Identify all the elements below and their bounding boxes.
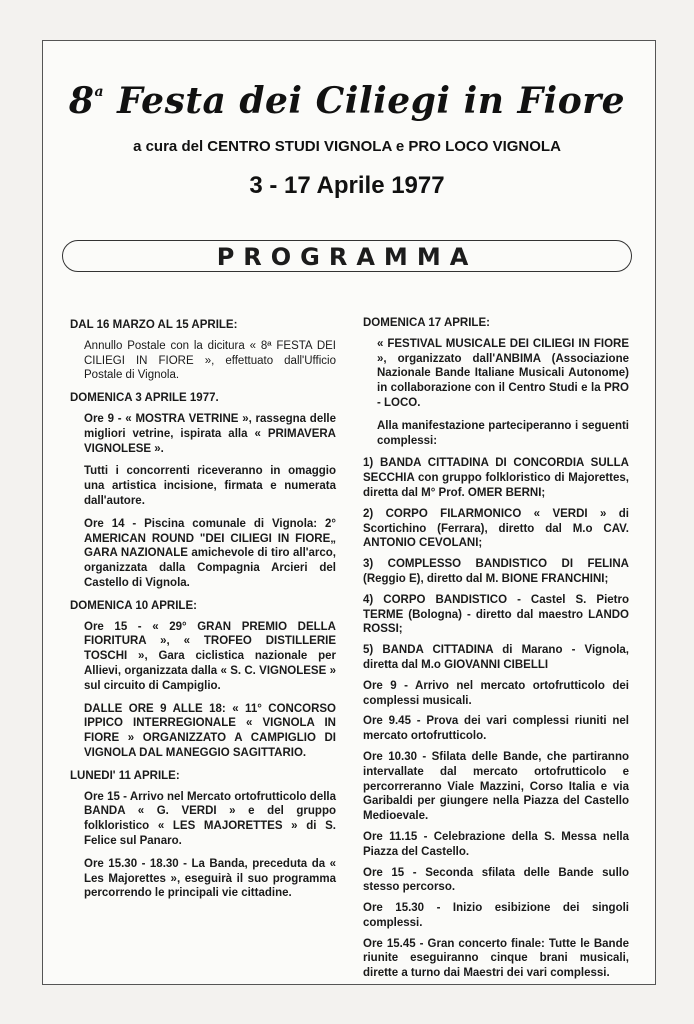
band-list-item: 5) BANDA CITTADINA di Marano - Vignola, diretta dal M.o GIOVANNI CIBELLI <box>363 644 629 671</box>
paragraph: Ore 15 - Arrivo nel Mercato ortofrutticolo della BANDA « G. VERDI » e del gruppo folkloristico « LES MAJORETTES » di S. Felice sul Panaro. <box>84 790 336 847</box>
right-column <box>363 316 629 981</box>
paragraph: Ore 15 - « 29° GRAN PREMIO DELLA FIORITURA », « TROFEO DISTILLERIE TOSCHI », Gara ciclistica nazionale per Allievi, organizzata dalla « S. C. VIGNOLESE » sul circuito di Campiglio. <box>84 620 336 692</box>
section-heading: DOMENICA 17 APRILE: <box>363 317 490 329</box>
title-number: 8 <box>68 80 95 122</box>
paragraph: Ore 11.15 - Celebrazione della S. Messa nella Piazza del Castello. <box>363 830 629 858</box>
paragraph: Ore 15.45 - Gran concerto finale: Tutte le Bande riunite eseguiranno cinque brani musicali, dirette a turno dai Maestri dei vari complessi. <box>363 937 629 980</box>
paragraph: Tutti i concorrenti riceveranno in omaggio una artistica incisione, firmata e numerata dall'autore. <box>84 465 336 507</box>
paragraph: Ore 10.30 - Sfilata delle Bande, che partiranno intervallate dal mercato ortofrutticolo e percorreranno Viale Mazzini, Corso Italia e via Garibaldi per giungere nella Piazza del Castello Medioevale. <box>363 750 629 823</box>
subtitle: a cura del CENTRO STUDI VIGNOLA e PRO LOCO VIGNOLA <box>133 138 561 155</box>
title-text: Festa dei Ciliegi in Fiore <box>104 80 626 122</box>
paragraph: « FESTIVAL MUSICALE DEI CILIEGI IN FIORE », organizzato dall'ANBIMA (Associazione Nazionale Bande Italiane Musicali Autonome) in collaborazione con il Centro Studi e la PRO - LOCO. <box>377 337 629 409</box>
paragraph: DALLE ORE 9 ALLE 18: « 11° CONCORSO IPPICO INTERREGIONALE « VIGNOLA IN FIORE » ORGANIZZATO A CAMPIGLIO DI VIGNOLA DAL MANEGGIO SAGITTARIO. <box>84 702 336 759</box>
band-list-item: 2) CORPO FILARMONICO « VERDI » di Scortichino (Ferrara), diretto dal M.o CAV. ANTONIO CEVOLANI; <box>363 507 629 550</box>
paragraph: Ore 15 - Seconda sfilata delle Bande sullo stesso percorso. <box>363 866 629 894</box>
section-heading: LUNEDI' 11 APRILE: <box>70 769 180 782</box>
band-list-item: 1) BANDA CITTADINA DI CONCORDIA SULLA SECCHIA con gruppo folkloristico di Majorettes, diretta dal M° Prof. OMER BERNI; <box>363 457 629 499</box>
paragraph: Ore 14 - Piscina comunale di Vignola: 2° AMERICAN ROUND "DEI CILIEGI IN FIORE„ GARA NAZIONALE amichevole di tiro all'arco, organizzata dalla Compagnia Arcieri del Castello di Vignola. <box>84 517 336 589</box>
band-list-item: 4) CORPO BANDISTICO - Castel S. Pietro TERME (Bologna) - diretto dal maestro LANDO ROSSI; <box>363 593 629 636</box>
band-list-item: 3) COMPLESSO BANDISTICO DI FELINA (Reggio E), diretto dal M. BIONE FRANCHINI; <box>363 558 629 585</box>
paragraph: Ore 9 - Arrivo nel mercato ortofrutticolo dei complessi musicali. <box>363 679 629 707</box>
section-heading: DOMENICA 10 APRILE: <box>70 599 197 612</box>
section-heading: DOMENICA 3 APRILE 1977. <box>70 392 219 405</box>
left-column <box>70 318 336 901</box>
paragraph: Ore 9 - « MOSTRA VETRINE », rassegna delle migliori vetrine, ispirata alla « PRIMAVERA VIGNOLESE ». <box>84 412 336 455</box>
event-dates: 3 - 17 Aprile 1977 <box>249 172 445 199</box>
title-superscript: a <box>94 84 105 100</box>
paragraph: Ore 9.45 - Prova dei vari complessi riuniti nel mercato ortofrutticolo. <box>363 715 629 743</box>
paragraph: Alla manifestazione parteciperanno i seguenti complessi: <box>377 419 629 447</box>
paragraph: Ore 15.30 - 18.30 - La Banda, preceduta da « Les Majorettes », eseguirà il suo programma percorrendo le principali vie cittadine. <box>84 857 336 900</box>
programma-banner <box>62 240 632 272</box>
paragraph: Ore 15.30 - Inizio esibizione dei singoli complessi. <box>363 902 629 929</box>
paragraph: Annullo Postale con la dicitura « 8ª FESTA DEI CILIEGI IN FIORE », effettuato dall'Ufficio Postale di Vignola. <box>84 339 336 382</box>
programma-label: PROGRAMMA <box>216 243 478 271</box>
page-title <box>0 80 694 122</box>
section-heading: DAL 16 MARZO AL 15 APRILE: <box>70 319 238 331</box>
